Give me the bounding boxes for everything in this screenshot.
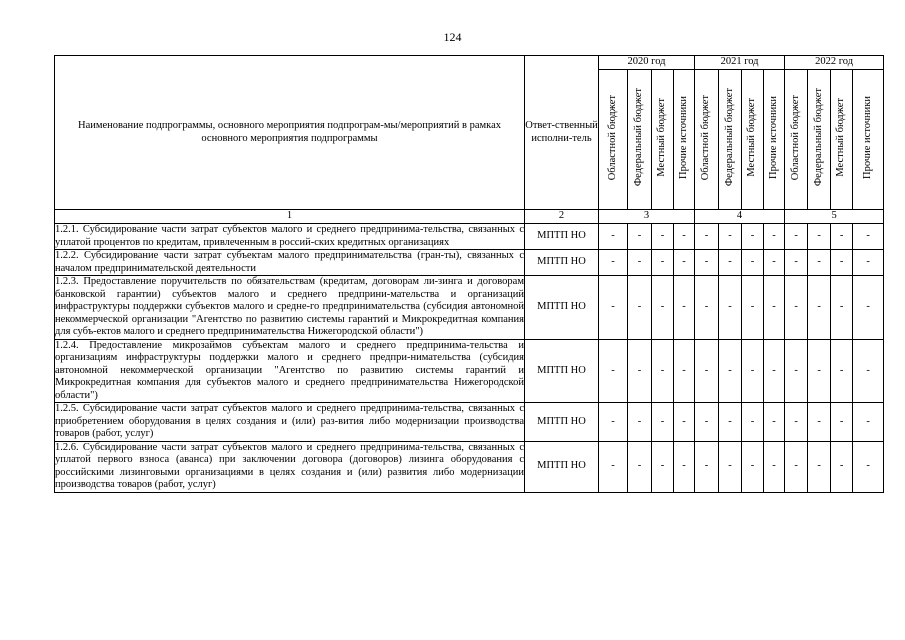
value-cell: -	[599, 403, 628, 442]
table-row	[55, 224, 884, 250]
value-cell: -	[831, 276, 853, 340]
value-cell: -	[853, 441, 884, 492]
value-cell: -	[742, 403, 764, 442]
value-cell: -	[599, 339, 628, 403]
value-cell: -	[652, 276, 674, 340]
value-cell: -	[808, 441, 831, 492]
value-cell: -	[628, 250, 652, 276]
header-source-local: Местный бюджет	[652, 70, 674, 210]
budget-table	[54, 55, 884, 493]
value-cell: -	[764, 250, 785, 276]
value-cell: -	[599, 441, 628, 492]
header-year-2021: 2021 год	[695, 56, 785, 70]
value-cell: -	[808, 276, 831, 340]
value-cell: -	[831, 250, 853, 276]
value-cell: -	[628, 339, 652, 403]
value-cell: -	[742, 339, 764, 403]
row-description: 1.2.1. Субсидирование части затрат субъектов малого и среднего предпринима-тельства, связанных с уплатой процентов по кредитам, привлеченным в россий-ских кредитных организациях	[55, 224, 524, 248]
value-cell: -	[831, 224, 853, 250]
header-year-2020: 2020 год	[599, 56, 695, 70]
header-year-2022: 2022 год	[785, 56, 884, 70]
value-cell: -	[599, 276, 628, 340]
value-cell: -	[764, 224, 785, 250]
value-cell: -	[652, 224, 674, 250]
value-cell: -	[695, 403, 719, 442]
value-cell: -	[628, 403, 652, 442]
value-cell: -	[628, 441, 652, 492]
row-description: 1.2.6. Субсидирование части затрат субъектов малого и среднего предпринима-тельства, связанных с уплатой первого взноса (аванса) при заключении договора (договоров) лизинга оборудования с российскими лизинговыми организациями в целях создания и (или) развития либо модернизации производства товаров (работ, услуг)	[55, 441, 524, 490]
value-cell: -	[742, 441, 764, 492]
value-cell: -	[785, 276, 808, 340]
value-cell: -	[674, 441, 695, 492]
row-description: 1.2.2. Субсидирование части затрат субъектам малого предпринимательства (гран-ты), связанных с началом предпринимательской деятельности	[55, 250, 524, 274]
value-cell: -	[719, 250, 742, 276]
value-cell: -	[764, 441, 785, 492]
value-cell: -	[742, 250, 764, 276]
value-cell: -	[695, 276, 719, 340]
row-responsible: МПТП НО	[525, 250, 599, 276]
row-responsible: МПТП НО	[525, 403, 599, 442]
value-cell: -	[599, 250, 628, 276]
header-name-column: Наименование подпрограммы, основного мероприятия подпрограм-мы/мероприятий в рамках основного мероприятия подпрограммы	[55, 56, 525, 210]
value-cell: -	[695, 224, 719, 250]
table-row	[55, 339, 884, 403]
value-cell: -	[674, 250, 695, 276]
table-row	[55, 276, 884, 340]
row-responsible: МПТП НО	[525, 224, 599, 250]
value-cell: -	[853, 339, 884, 403]
value-cell: -	[853, 276, 884, 340]
value-cell: -	[674, 224, 695, 250]
value-cell: -	[785, 441, 808, 492]
table-row	[55, 441, 884, 492]
value-cell: -	[652, 339, 674, 403]
value-cell: -	[719, 403, 742, 442]
header-source-federal: Федеральный бюджет	[808, 70, 831, 210]
value-cell: -	[695, 339, 719, 403]
value-cell: -	[628, 224, 652, 250]
column-number: 5	[785, 210, 884, 224]
value-cell: -	[831, 403, 853, 442]
row-description: 1.2.3. Предоставление поручительств по обязательствам (кредитам, договорам ли-зинга и договорам банковской гарантии) субъектов малого и среднего предприни-мательства и организаций инфраструктуры поддержки субъектов малого и средне-го предпринимательства (субсидия автономной некоммерческой организации "Агентство по развитию системы гарантий и Микрокредитная компания для субъ-ектов малого и среднего предпринимательства Нижегородской области")	[55, 276, 524, 337]
value-cell: -	[695, 250, 719, 276]
row-responsible: МПТП НО	[525, 339, 599, 403]
value-cell: -	[674, 339, 695, 403]
header-source-other: Прочие источники	[853, 70, 884, 210]
value-cell: -	[785, 224, 808, 250]
header-source-federal: Федеральный бюджет	[719, 70, 742, 210]
column-number: 4	[695, 210, 785, 224]
table-row	[55, 403, 884, 442]
table-row	[55, 250, 884, 276]
row-responsible: МПТП НО	[525, 441, 599, 492]
value-cell: -	[742, 276, 764, 340]
page-number: 124	[443, 30, 462, 44]
value-cell: -	[831, 441, 853, 492]
row-description: 1.2.4. Предоставление микрозаймов субъектам малого и среднего предпринима-тельства и организациям инфраструктуры поддержки малого и среднего предпри-нимательства (субсидия автономной некоммерческой организации "Агентство по развитию системы гарантий и Микрокредитная компания для субъектов малого и среднего предпринимательства Нижегородской области")	[55, 339, 524, 401]
value-cell: -	[719, 441, 742, 492]
header-source-regional: Областной бюджет	[785, 70, 808, 210]
value-cell: -	[695, 441, 719, 492]
value-cell: -	[785, 250, 808, 276]
value-cell: -	[674, 276, 695, 340]
value-cell: -	[719, 224, 742, 250]
value-cell: -	[831, 339, 853, 403]
value-cell: -	[764, 339, 785, 403]
header-source-other: Прочие источники	[674, 70, 695, 210]
value-cell: -	[742, 224, 764, 250]
header-source-regional: Областной бюджет	[599, 70, 628, 210]
header-source-federal: Федеральный бюджет	[628, 70, 652, 210]
value-cell: -	[853, 403, 884, 442]
value-cell: -	[808, 403, 831, 442]
value-cell: -	[628, 276, 652, 340]
row-responsible: МПТП НО	[525, 276, 599, 340]
value-cell: -	[652, 403, 674, 442]
value-cell: -	[808, 339, 831, 403]
column-number: 2	[525, 210, 599, 224]
value-cell: -	[719, 339, 742, 403]
value-cell: -	[599, 224, 628, 250]
value-cell: -	[652, 441, 674, 492]
header-source-regional: Областной бюджет	[695, 70, 719, 210]
value-cell: -	[808, 224, 831, 250]
value-cell: -	[853, 224, 884, 250]
header-source-other: Прочие источники	[764, 70, 785, 210]
value-cell: -	[785, 339, 808, 403]
row-description: 1.2.5. Субсидирование части затрат субъектов малого и среднего предпринима-тельства, связанных с приобретением оборудования в целях создания и (или) раз-вития либо модернизации производства товаров (работ, услуг)	[55, 403, 524, 439]
value-cell: -	[764, 403, 785, 442]
header-source-local: Местный бюджет	[742, 70, 764, 210]
value-cell: -	[764, 276, 785, 340]
column-number: 1	[55, 210, 525, 224]
value-cell: -	[719, 276, 742, 340]
header-responsible-column: Ответ-ственный исполни-тель	[525, 56, 599, 210]
value-cell: -	[674, 403, 695, 442]
value-cell: -	[785, 403, 808, 442]
header-source-local: Местный бюджет	[831, 70, 853, 210]
value-cell: -	[808, 250, 831, 276]
value-cell: -	[853, 250, 884, 276]
value-cell: -	[652, 250, 674, 276]
column-number: 3	[599, 210, 695, 224]
